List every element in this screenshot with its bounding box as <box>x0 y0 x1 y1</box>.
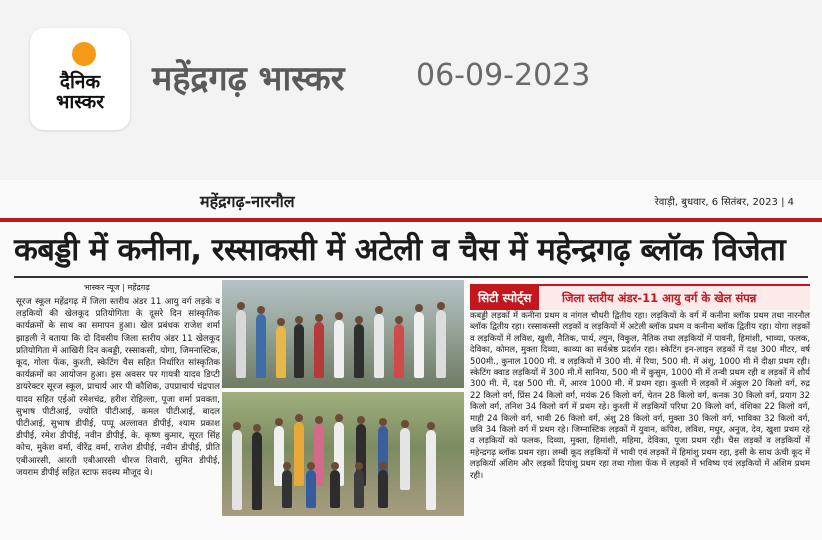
right-body-text: कबड्डी लड़कों में कनीना प्रथम व नांगल चौधरी द्वितीय रहा। लड़कियों के वर्ग में कनीना ब्लॉक प्रथम तथा नारनौल ब्लॉक द्वितीय रहा। रस्साकस्सी लड़कों व लड़कियों में अटेली ब्लॉक प्रथम व कनीना ब्लॉक द्वितीय रहा। योगा लड़कों व लड़कियों में लविश, खुशी, नैतिक, पार्थ, ल्युन, विकुल, नैतिक तथा लड़कियों में पावनी, हिमांशी, भाव्या, फलक, देविका, कोमल, मुक्ता दिव्या, काव्या का सर्वश्रेष्ठ प्रदर्शन रहा। स्केटिंग इन-लाइन लड़कों में दक्ष 300 मीटर, वर्ष 500मी., कुनाल 1000 मी. व लड़कियों में 300 मी. में रिया, 500 मी. में अंशु, 1000 मी में दीक्षा प्रथम रही। स्केटिंग क्वाड लड़कियों में 300 मी.में सानिया, 500 मी में कुसुम, 1000 मी में तन्वी प्रथम रही व लड़कों में शौर्य 300 मी. में, दक्ष 500 मी. में, आरव 1000 मी. में प्रथम रहा। कुश्ती में लड़कों में अंकुल 20 किलो वर्ग, रुद्र 22 किलो वर्ग, प्रिंस 24 किलो वर्ग, मयंक 26 किलो वर्ग, चेतन 28 किलो वर्ग, कनक 30 किलो वर्ग, प्रयाग 32 किलो वर्ग, तनिश 34 किलो वर्ग में प्रथम रहे। कुश्ती में लड़कियों परिधा 20 किलो वर्ग, वंशिका 22 किलो वर्ग, माही 24 किलो वर्ग, भावी 26 किलो वर्ग, अंशु 28 किलो वर्ग, मुक्ता 30 किलो वर्ग, भाविका 32 किलो वर्ग, छवि 34 किलो वर्ग में प्रथम रहे। जिम्नास्टिक लड़कों में युवान, कपिश, लविश, मधुर, अनुज, देव, खुशा प्रथम रहे व लड़कियों को फलक, दिव्या, मुक्ता, हिमांशी, महिमा, देविका, पूजा प्रथम रही। चैस लड़कों व लड़कियों में महेन्द्रगढ़ ब्लॉक प्रथम रहा। लम्बी कूद लड़कियों में भावी एवं लड़कों में हिमांशु प्रथम रहा, इसी के साथ ऊंची कूद में लड़कियों अंशिम और लड़कों दिपांशु प्रथम रहा तथा गोला फेंक में लड़कों में भविष्य एवं लड़कियों में अंशिम प्रथम रही। <box>470 310 810 480</box>
logo-text-line2: भास्कर <box>55 91 105 113</box>
headline-divider <box>14 276 808 278</box>
app-header <box>0 0 822 180</box>
sports-subheadline: जिला स्तरीय अंडर-11 आयु वर्ग के खेल संपन्न <box>562 291 757 305</box>
team-photo-bottom <box>222 392 464 516</box>
page-masthead: महेंद्रगढ़-नारनौल <box>200 192 295 211</box>
left-body-text: सूरज स्कूल महेंद्रगढ़ में जिला स्तरीय अंडर 11 आयु वर्ग लड़के व लड़कियों की खेलकूद प्रतियोगिता के दूसरे दिन सांस्कृतिक कार्यक्रमों के साथ का समापन हुआ। खेल प्रबंधक राजेश शर्मा झाड़ली ने बताया कि दो दिवसीय जिला स्तरीय अंडर 11 खेलकूद प्रतियोगिता में आखिरी दिन कबड्डी, रस्साकसी, योगा, जिमनास्टिक, कूद, गोला फेंक, कुश्ती, स्केटिंग चैस सहित निर्धारित सांस्कृतिक कार्यक्रमों का आयोजन हुआ। इस अवसर पर गायत्री यादव डिप्टी डायरेक्टर सूरज स्कूल, प्राचार्य आर पी कौशिक, उपप्राचार्य चंद्रपाल यादव सहित एईओ रमेशचंद्र, हरीश रोहिल्ला, पूजा शर्मा प्रवक्ता, सुभाष पीटीआई, ज्योति पीटीआई, कमल पीटीआई, बादल पीटीआई, सुभाष डीपीई, पप्पू अल्लावत डीपीई, श्याम प्रकाश डीपीई, रमेश डीपीई, नवीन डीपीई, के. कृष्ण कुमार, सूरत सिंह कोच, मुकेश वर्मा, वीरेंद्र वर्मा, राजेश डीपीई, नवीन डीपीई, प्रीति एबीआरसी, आरती एबीआरसी धीरज तिवारी, सुमित डीपीई, जयराम डीपीई सहित स्टाफ सदस्य मौजूद थे। <box>16 297 220 478</box>
sun-icon <box>72 42 96 66</box>
article-byline: भास्कर न्यूज | महेंद्रगढ़ <box>84 283 150 292</box>
edition-title: महेंद्रगढ़ भास्कर <box>152 59 345 99</box>
city-sports-tag: सिटी स्पोर्ट्स <box>470 286 539 310</box>
team-photo-top <box>222 280 464 388</box>
edition-date: 06-09-2023 <box>416 58 591 93</box>
article-headline: कबड्डी में कनीना, रस्साकसी में अटेली व चैस में महेन्द्रगढ़ ब्लॉक विजेता <box>14 232 786 268</box>
sports-section-header <box>470 284 810 310</box>
dainik-bhaskar-logo[interactable] <box>30 28 130 130</box>
article-left-column <box>16 296 220 536</box>
issue-info: रेवाड़ी, बुधवार, 6 सितंबर, 2023 | 4 <box>654 197 794 208</box>
masthead-divider <box>0 218 822 222</box>
article-right-column <box>470 310 810 536</box>
logo-text-line1: दैनिक <box>59 71 101 93</box>
newspaper-page[interactable] <box>0 180 822 540</box>
